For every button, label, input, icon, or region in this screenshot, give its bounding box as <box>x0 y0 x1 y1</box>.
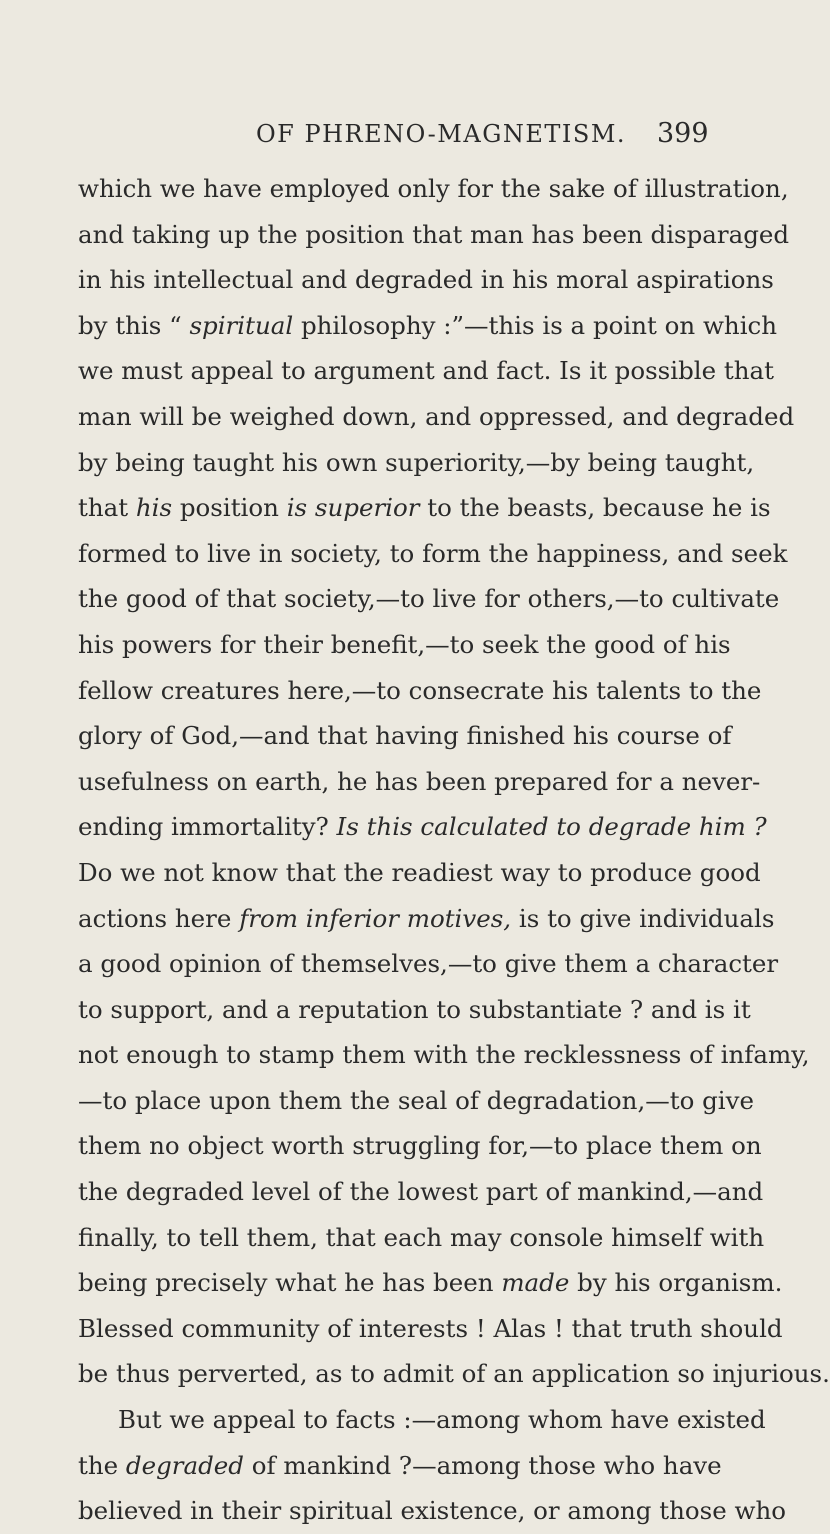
text-segment: by his organism. <box>569 1268 783 1298</box>
text-segment: being precisely what he has been <box>78 1268 502 1298</box>
text-segment: fellow creatures here,—to consecrate his talents to the <box>78 675 762 705</box>
text-segment: be thus perverted, as to admit of an application so injurious. <box>78 1359 830 1389</box>
italic-text: degraded <box>125 1450 244 1480</box>
text-line <box>78 531 788 577</box>
text-line <box>78 1123 762 1169</box>
text-line <box>78 1443 722 1489</box>
running-head <box>0 116 800 152</box>
text-segment: that <box>78 493 136 523</box>
text-segment: not enough to stamp them with the recklessness of infamy, <box>78 1040 810 1070</box>
text-segment: the <box>78 1450 126 1480</box>
italic-text: is superior <box>286 493 420 523</box>
text-line <box>78 1260 783 1306</box>
italic-text: Is this calculated to degrade him ? <box>336 812 767 842</box>
text-line <box>78 941 779 987</box>
text-segment: and taking up the position that man has been disparaged <box>78 219 790 249</box>
text-segment: is to give individuals <box>511 903 775 933</box>
text-line <box>78 987 751 1033</box>
text-segment: —to place upon them the seal of degradation,—to give <box>78 1085 754 1115</box>
text-segment: the degraded level of the lowest part of mankind,—and <box>78 1177 764 1207</box>
text-segment: Blessed community of interests ! Alas ! that truth should <box>78 1313 783 1343</box>
text-line <box>78 1169 764 1215</box>
text-line <box>78 348 774 394</box>
text-segment: we must appeal to argument and fact. Is it possible that <box>78 356 774 386</box>
text-line <box>78 1078 754 1124</box>
text-segment: believed in their spiritual existence, or among those who <box>78 1496 786 1526</box>
text-line <box>78 1488 786 1534</box>
text-segment: a good opinion of themselves,—to give them a character <box>78 949 779 979</box>
text-line <box>78 303 778 349</box>
text-segment: formed to live in society, to form the happiness, and seek <box>78 538 788 568</box>
text-segment: But we appeal to facts :—among whom have existed <box>118 1405 766 1435</box>
text-segment: in his intellectual and degraded in his moral aspirations <box>78 265 774 295</box>
text-segment: Do we not know that the readiest way to produce good <box>78 857 761 887</box>
text-line <box>78 576 780 622</box>
italic-text: made <box>501 1268 570 1298</box>
text-segment: the good of that society,—to live for others,—to cultivate <box>78 584 780 614</box>
text-segment: ending immortality? <box>78 812 337 842</box>
text-segment: position <box>172 493 287 523</box>
page-number: 399 <box>657 118 709 149</box>
text-segment: usefulness on earth, he has been prepared for a never- <box>78 766 761 796</box>
text-line <box>78 850 761 896</box>
text-line <box>78 1306 783 1352</box>
text-segment: which we have employed only for the sake of illustration, <box>78 174 789 203</box>
text-line <box>78 394 795 440</box>
italic-text: his <box>135 493 173 523</box>
italic-text: spiritual <box>189 310 294 340</box>
text-segment: to support, and a reputation to substantiate ? and is it <box>78 994 751 1024</box>
text-segment: to the beasts, because he is <box>419 493 771 523</box>
text-segment: philosophy :”—this is a point on which <box>293 310 778 340</box>
text-line <box>78 1397 766 1443</box>
text-line <box>78 440 755 486</box>
text-line <box>78 257 774 303</box>
text-line <box>78 668 762 714</box>
text-line <box>78 212 790 258</box>
text-segment: them no object worth struggling for,—to place them on <box>78 1131 762 1161</box>
text-segment: actions here <box>78 903 240 933</box>
text-segment: man will be weighed down, and oppressed, and degraded <box>78 401 795 431</box>
text-line <box>78 713 732 759</box>
text-segment: finally, to tell them, that each may console himself with <box>78 1222 765 1252</box>
text-line <box>78 485 771 531</box>
body-text <box>78 166 830 1534</box>
text-line <box>78 166 789 212</box>
italic-text: from inferior motives, <box>239 903 512 933</box>
text-segment: by being taught his own superiority,—by being taught, <box>78 447 755 477</box>
text-segment: of mankind ?—among those who have <box>243 1450 722 1480</box>
running-head-title: OF PHRENO-MAGNETISM. <box>256 120 627 148</box>
text-line <box>78 759 761 805</box>
text-segment: his powers for their benefit,—to seek the good of his <box>78 629 731 659</box>
text-line <box>78 896 775 942</box>
text-line <box>78 1351 830 1397</box>
text-line <box>78 622 731 668</box>
text-segment: glory of God,—and that having finished his course of <box>78 721 732 751</box>
text-segment: by this “ <box>78 310 190 340</box>
text-line <box>78 1215 765 1261</box>
text-line <box>78 1032 810 1078</box>
text-line <box>78 804 767 850</box>
